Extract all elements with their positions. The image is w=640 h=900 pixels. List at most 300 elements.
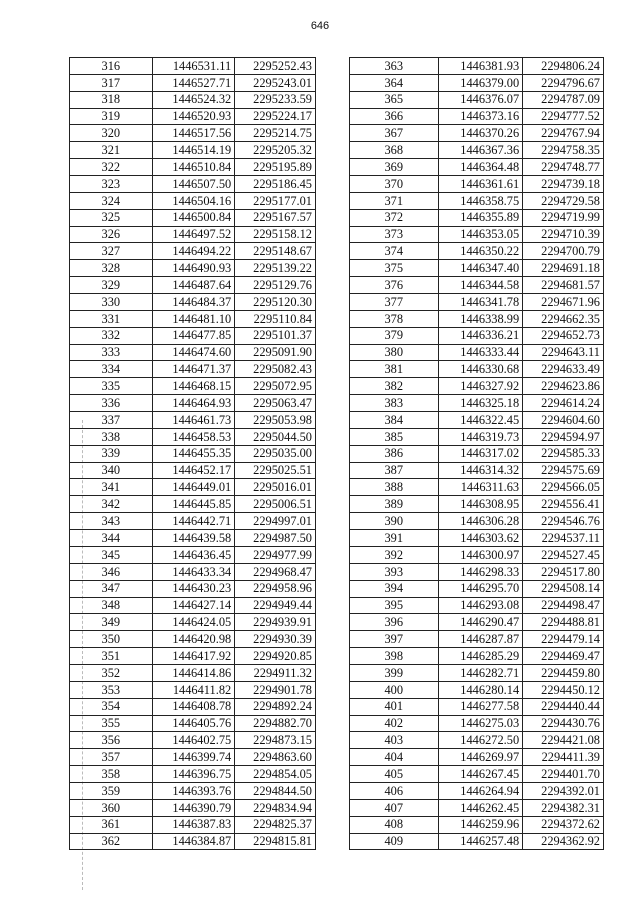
point-number-cell: 393 <box>350 563 439 580</box>
x-coordinate-cell: 1446350.22 <box>438 243 523 260</box>
point-number-cell: 360 <box>70 799 153 816</box>
table-row <box>70 243 316 260</box>
x-coordinate-cell: 1446458.53 <box>152 428 235 445</box>
y-coordinate-cell: 2294585.33 <box>523 445 604 462</box>
table-row <box>350 799 604 816</box>
x-coordinate-cell: 1446287.87 <box>438 631 523 648</box>
point-number-cell: 318 <box>70 91 153 108</box>
point-number-cell: 352 <box>70 664 153 681</box>
x-coordinate-cell: 1446510.84 <box>152 159 235 176</box>
table-row <box>70 732 316 749</box>
x-coordinate-cell: 1446319.73 <box>438 428 523 445</box>
x-coordinate-cell: 1446355.89 <box>438 209 523 226</box>
table-row <box>350 209 604 226</box>
point-number-cell: 345 <box>70 546 153 563</box>
x-coordinate-cell: 1446311.63 <box>438 479 523 496</box>
coordinates-table-left <box>69 57 316 850</box>
y-coordinate-cell: 2294517.80 <box>523 563 604 580</box>
point-number-cell: 397 <box>350 631 439 648</box>
table-row <box>70 344 316 361</box>
y-coordinate-cell: 2295177.01 <box>235 192 316 209</box>
point-number-cell: 336 <box>70 395 153 412</box>
y-coordinate-cell: 2294372.62 <box>523 816 604 833</box>
x-coordinate-cell: 1446275.03 <box>438 715 523 732</box>
table-row <box>350 226 604 243</box>
x-coordinate-cell: 1446308.95 <box>438 496 523 513</box>
point-number-cell: 387 <box>350 462 439 479</box>
y-coordinate-cell: 2294958.96 <box>235 580 316 597</box>
table-row <box>350 563 604 580</box>
table-row <box>350 176 604 193</box>
point-number-cell: 319 <box>70 108 153 125</box>
table-row <box>350 294 604 311</box>
table-row <box>70 91 316 108</box>
point-number-cell: 347 <box>70 580 153 597</box>
table-row <box>70 226 316 243</box>
point-number-cell: 321 <box>70 142 153 159</box>
y-coordinate-cell: 2294623.86 <box>523 378 604 395</box>
point-number-cell: 385 <box>350 428 439 445</box>
x-coordinate-cell: 1446427.14 <box>152 597 235 614</box>
table-row <box>70 327 316 344</box>
x-coordinate-cell: 1446424.05 <box>152 614 235 631</box>
x-coordinate-cell: 1446300.97 <box>438 546 523 563</box>
x-coordinate-cell: 1446487.64 <box>152 277 235 294</box>
y-coordinate-cell: 2294997.01 <box>235 513 316 530</box>
y-coordinate-cell: 2295205.32 <box>235 142 316 159</box>
point-number-cell: 327 <box>70 243 153 260</box>
point-number-cell: 374 <box>350 243 439 260</box>
x-coordinate-cell: 1446455.35 <box>152 445 235 462</box>
table-row <box>350 412 604 429</box>
point-number-cell: 384 <box>350 412 439 429</box>
point-number-cell: 333 <box>70 344 153 361</box>
x-coordinate-cell: 1446417.92 <box>152 648 235 665</box>
point-number-cell: 389 <box>350 496 439 513</box>
point-number-cell: 368 <box>350 142 439 159</box>
x-coordinate-cell: 1446295.70 <box>438 580 523 597</box>
x-coordinate-cell: 1446330.68 <box>438 361 523 378</box>
table-row <box>70 631 316 648</box>
x-coordinate-cell: 1446280.14 <box>438 681 523 698</box>
table-row <box>70 176 316 193</box>
y-coordinate-cell: 2295224.17 <box>235 108 316 125</box>
table-row <box>70 648 316 665</box>
table-row <box>350 513 604 530</box>
table-row <box>350 580 604 597</box>
table-row <box>350 159 604 176</box>
point-number-cell: 369 <box>350 159 439 176</box>
table-row <box>350 614 604 631</box>
x-coordinate-cell: 1446481.10 <box>152 310 235 327</box>
x-coordinate-cell: 1446504.16 <box>152 192 235 209</box>
table-row <box>70 479 316 496</box>
y-coordinate-cell: 2294806.24 <box>523 58 604 75</box>
table-row <box>350 91 604 108</box>
table-row <box>70 159 316 176</box>
point-number-cell: 350 <box>70 631 153 648</box>
y-coordinate-cell: 2294968.47 <box>235 563 316 580</box>
table-row <box>350 277 604 294</box>
x-coordinate-cell: 1446387.83 <box>152 816 235 833</box>
y-coordinate-cell: 2295252.43 <box>235 58 316 75</box>
y-coordinate-cell: 2294527.45 <box>523 546 604 563</box>
x-coordinate-cell: 1446490.93 <box>152 260 235 277</box>
table-row <box>70 294 316 311</box>
point-number-cell: 390 <box>350 513 439 530</box>
y-coordinate-cell: 2294430.76 <box>523 715 604 732</box>
y-coordinate-cell: 2295025.51 <box>235 462 316 479</box>
y-coordinate-cell: 2294440.44 <box>523 698 604 715</box>
y-coordinate-cell: 2295195.89 <box>235 159 316 176</box>
point-number-cell: 331 <box>70 310 153 327</box>
point-number-cell: 409 <box>350 833 439 850</box>
x-coordinate-cell: 1446524.32 <box>152 91 235 108</box>
y-coordinate-cell: 2294681.57 <box>523 277 604 294</box>
table-row <box>70 412 316 429</box>
x-coordinate-cell: 1446507.50 <box>152 176 235 193</box>
x-coordinate-cell: 1446358.75 <box>438 192 523 209</box>
x-coordinate-cell: 1446430.23 <box>152 580 235 597</box>
x-coordinate-cell: 1446514.19 <box>152 142 235 159</box>
table-row <box>70 681 316 698</box>
point-number-cell: 355 <box>70 715 153 732</box>
y-coordinate-cell: 2295101.37 <box>235 327 316 344</box>
y-coordinate-cell: 2294488.81 <box>523 614 604 631</box>
table-row <box>70 361 316 378</box>
table-row <box>350 732 604 749</box>
table-row <box>70 546 316 563</box>
point-number-cell: 400 <box>350 681 439 698</box>
point-number-cell: 323 <box>70 176 153 193</box>
point-number-cell: 392 <box>350 546 439 563</box>
y-coordinate-cell: 2294537.11 <box>523 530 604 547</box>
y-coordinate-cell: 2295139.22 <box>235 260 316 277</box>
table-row <box>70 766 316 783</box>
y-coordinate-cell: 2294459.80 <box>523 664 604 681</box>
x-coordinate-cell: 1446259.96 <box>438 816 523 833</box>
x-coordinate-cell: 1446405.76 <box>152 715 235 732</box>
table-row <box>350 243 604 260</box>
table-row <box>350 749 604 766</box>
x-coordinate-cell: 1446282.71 <box>438 664 523 681</box>
x-coordinate-cell: 1446327.92 <box>438 378 523 395</box>
point-number-cell: 316 <box>70 58 153 75</box>
table-row <box>70 378 316 395</box>
x-coordinate-cell: 1446420.98 <box>152 631 235 648</box>
point-number-cell: 354 <box>70 698 153 715</box>
table-row <box>70 125 316 142</box>
point-number-cell: 367 <box>350 125 439 142</box>
x-coordinate-cell: 1446393.76 <box>152 782 235 799</box>
point-number-cell: 342 <box>70 496 153 513</box>
table-row <box>70 530 316 547</box>
table-row <box>70 209 316 226</box>
point-number-cell: 351 <box>70 648 153 665</box>
y-coordinate-cell: 2294652.73 <box>523 327 604 344</box>
x-coordinate-cell: 1446376.07 <box>438 91 523 108</box>
point-number-cell: 404 <box>350 749 439 766</box>
point-number-cell: 359 <box>70 782 153 799</box>
x-coordinate-cell: 1446411.82 <box>152 681 235 698</box>
page-number: 646 <box>310 20 330 32</box>
point-number-cell: 362 <box>70 833 153 850</box>
x-coordinate-cell: 1446520.93 <box>152 108 235 125</box>
point-number-cell: 338 <box>70 428 153 445</box>
point-number-cell: 339 <box>70 445 153 462</box>
y-coordinate-cell: 2294719.99 <box>523 209 604 226</box>
table-row <box>350 361 604 378</box>
y-coordinate-cell: 2294362.92 <box>523 833 604 850</box>
y-coordinate-cell: 2294863.60 <box>235 749 316 766</box>
y-coordinate-cell: 2294920.85 <box>235 648 316 665</box>
y-coordinate-cell: 2294939.91 <box>235 614 316 631</box>
table-row <box>70 563 316 580</box>
y-coordinate-cell: 2294469.47 <box>523 648 604 665</box>
table-row <box>350 648 604 665</box>
x-coordinate-cell: 1446461.73 <box>152 412 235 429</box>
table-row <box>350 344 604 361</box>
table-row <box>70 74 316 91</box>
point-number-cell: 406 <box>350 782 439 799</box>
table-row <box>70 698 316 715</box>
point-number-cell: 401 <box>350 698 439 715</box>
x-coordinate-cell: 1446477.85 <box>152 327 235 344</box>
x-coordinate-cell: 1446408.78 <box>152 698 235 715</box>
x-coordinate-cell: 1446267.45 <box>438 766 523 783</box>
table-row <box>350 395 604 412</box>
table-row <box>70 108 316 125</box>
point-number-cell: 395 <box>350 597 439 614</box>
point-number-cell: 377 <box>350 294 439 311</box>
y-coordinate-cell: 2294643.11 <box>523 344 604 361</box>
y-coordinate-cell: 2294421.08 <box>523 732 604 749</box>
y-coordinate-cell: 2294729.58 <box>523 192 604 209</box>
x-coordinate-cell: 1446361.61 <box>438 176 523 193</box>
table-row <box>350 833 604 850</box>
table-row <box>350 816 604 833</box>
table-row <box>350 462 604 479</box>
table-row <box>70 513 316 530</box>
y-coordinate-cell: 2294633.49 <box>523 361 604 378</box>
x-coordinate-cell: 1446445.85 <box>152 496 235 513</box>
point-number-cell: 317 <box>70 74 153 91</box>
x-coordinate-cell: 1446333.44 <box>438 344 523 361</box>
point-number-cell: 356 <box>70 732 153 749</box>
y-coordinate-cell: 2294892.24 <box>235 698 316 715</box>
y-coordinate-cell: 2295082.43 <box>235 361 316 378</box>
table-row <box>70 192 316 209</box>
point-number-cell: 358 <box>70 766 153 783</box>
y-coordinate-cell: 2295072.95 <box>235 378 316 395</box>
y-coordinate-cell: 2294382.31 <box>523 799 604 816</box>
point-number-cell: 353 <box>70 681 153 698</box>
table-row <box>70 799 316 816</box>
x-coordinate-cell: 1446373.16 <box>438 108 523 125</box>
point-number-cell: 326 <box>70 226 153 243</box>
x-coordinate-cell: 1446344.58 <box>438 277 523 294</box>
table-row <box>350 260 604 277</box>
point-number-cell: 382 <box>350 378 439 395</box>
table-row <box>350 631 604 648</box>
point-number-cell: 381 <box>350 361 439 378</box>
point-number-cell: 391 <box>350 530 439 547</box>
table-row <box>350 782 604 799</box>
x-coordinate-cell: 1446402.75 <box>152 732 235 749</box>
y-coordinate-cell: 2295044.50 <box>235 428 316 445</box>
x-coordinate-cell: 1446471.37 <box>152 361 235 378</box>
x-coordinate-cell: 1446442.71 <box>152 513 235 530</box>
x-coordinate-cell: 1446257.48 <box>438 833 523 850</box>
point-number-cell: 334 <box>70 361 153 378</box>
y-coordinate-cell: 2294873.15 <box>235 732 316 749</box>
table-row <box>350 142 604 159</box>
x-coordinate-cell: 1446436.45 <box>152 546 235 563</box>
y-coordinate-cell: 2294815.81 <box>235 833 316 850</box>
y-coordinate-cell: 2294911.32 <box>235 664 316 681</box>
point-number-cell: 366 <box>350 108 439 125</box>
x-coordinate-cell: 1446474.60 <box>152 344 235 361</box>
point-number-cell: 408 <box>350 816 439 833</box>
table-row <box>350 664 604 681</box>
table-row <box>70 749 316 766</box>
table-row <box>350 192 604 209</box>
table-row <box>350 378 604 395</box>
point-number-cell: 348 <box>70 597 153 614</box>
y-coordinate-cell: 2294566.05 <box>523 479 604 496</box>
y-coordinate-cell: 2294594.97 <box>523 428 604 445</box>
y-coordinate-cell: 2294777.52 <box>523 108 604 125</box>
point-number-cell: 344 <box>70 530 153 547</box>
x-coordinate-cell: 1446347.40 <box>438 260 523 277</box>
x-coordinate-cell: 1446379.00 <box>438 74 523 91</box>
x-coordinate-cell: 1446264.94 <box>438 782 523 799</box>
point-number-cell: 402 <box>350 715 439 732</box>
x-coordinate-cell: 1446353.05 <box>438 226 523 243</box>
point-number-cell: 376 <box>350 277 439 294</box>
table-row <box>70 715 316 732</box>
point-number-cell: 349 <box>70 614 153 631</box>
point-number-cell: 330 <box>70 294 153 311</box>
y-coordinate-cell: 2294508.14 <box>523 580 604 597</box>
y-coordinate-cell: 2294546.76 <box>523 513 604 530</box>
table-row <box>350 327 604 344</box>
point-number-cell: 322 <box>70 159 153 176</box>
y-coordinate-cell: 2294834.94 <box>235 799 316 816</box>
x-coordinate-cell: 1446452.17 <box>152 462 235 479</box>
table-row <box>70 58 316 75</box>
y-coordinate-cell: 2294401.70 <box>523 766 604 783</box>
x-coordinate-cell: 1446262.45 <box>438 799 523 816</box>
y-coordinate-cell: 2294392.01 <box>523 782 604 799</box>
y-coordinate-cell: 2294882.70 <box>235 715 316 732</box>
point-number-cell: 378 <box>350 310 439 327</box>
x-coordinate-cell: 1446293.08 <box>438 597 523 614</box>
point-number-cell: 398 <box>350 648 439 665</box>
x-coordinate-cell: 1446497.52 <box>152 226 235 243</box>
y-coordinate-cell: 2295167.57 <box>235 209 316 226</box>
x-coordinate-cell: 1446414.86 <box>152 664 235 681</box>
x-coordinate-cell: 1446384.87 <box>152 833 235 850</box>
point-number-cell: 396 <box>350 614 439 631</box>
table-row <box>70 496 316 513</box>
y-coordinate-cell: 2294614.24 <box>523 395 604 412</box>
table-row <box>350 597 604 614</box>
x-coordinate-cell: 1446517.56 <box>152 125 235 142</box>
y-coordinate-cell: 2295214.75 <box>235 125 316 142</box>
y-coordinate-cell: 2295035.00 <box>235 445 316 462</box>
x-coordinate-cell: 1446381.93 <box>438 58 523 75</box>
x-coordinate-cell: 1446390.79 <box>152 799 235 816</box>
y-coordinate-cell: 2294987.50 <box>235 530 316 547</box>
y-coordinate-cell: 2294498.47 <box>523 597 604 614</box>
table-row <box>350 546 604 563</box>
table-row <box>70 816 316 833</box>
y-coordinate-cell: 2294604.60 <box>523 412 604 429</box>
table-row <box>70 277 316 294</box>
y-coordinate-cell: 2294767.94 <box>523 125 604 142</box>
y-coordinate-cell: 2294844.50 <box>235 782 316 799</box>
y-coordinate-cell: 2294411.39 <box>523 749 604 766</box>
table-row <box>350 715 604 732</box>
point-number-cell: 340 <box>70 462 153 479</box>
table-row <box>70 310 316 327</box>
y-coordinate-cell: 2295120.30 <box>235 294 316 311</box>
y-coordinate-cell: 2294739.18 <box>523 176 604 193</box>
table-row <box>350 681 604 698</box>
table-row <box>70 833 316 850</box>
point-number-cell: 372 <box>350 209 439 226</box>
table-row <box>350 125 604 142</box>
x-coordinate-cell: 1446370.26 <box>438 125 523 142</box>
point-number-cell: 405 <box>350 766 439 783</box>
x-coordinate-cell: 1446317.02 <box>438 445 523 462</box>
table-row <box>350 766 604 783</box>
point-number-cell: 343 <box>70 513 153 530</box>
y-coordinate-cell: 2294662.35 <box>523 310 604 327</box>
point-number-cell: 407 <box>350 799 439 816</box>
x-coordinate-cell: 1446290.47 <box>438 614 523 631</box>
table-row <box>70 782 316 799</box>
x-coordinate-cell: 1446336.21 <box>438 327 523 344</box>
point-number-cell: 364 <box>350 74 439 91</box>
point-number-cell: 379 <box>350 327 439 344</box>
x-coordinate-cell: 1446298.33 <box>438 563 523 580</box>
point-number-cell: 320 <box>70 125 153 142</box>
table-row <box>350 428 604 445</box>
x-coordinate-cell: 1446341.78 <box>438 294 523 311</box>
y-coordinate-cell: 2295148.67 <box>235 243 316 260</box>
x-coordinate-cell: 1446449.01 <box>152 479 235 496</box>
point-number-cell: 370 <box>350 176 439 193</box>
table-row <box>350 698 604 715</box>
y-coordinate-cell: 2294825.37 <box>235 816 316 833</box>
y-coordinate-cell: 2295091.90 <box>235 344 316 361</box>
y-coordinate-cell: 2295129.76 <box>235 277 316 294</box>
point-number-cell: 403 <box>350 732 439 749</box>
table-row <box>350 530 604 547</box>
x-coordinate-cell: 1446325.18 <box>438 395 523 412</box>
point-number-cell: 383 <box>350 395 439 412</box>
y-coordinate-cell: 2295158.12 <box>235 226 316 243</box>
table-row <box>70 260 316 277</box>
y-coordinate-cell: 2294787.09 <box>523 91 604 108</box>
y-coordinate-cell: 2294710.39 <box>523 226 604 243</box>
y-coordinate-cell: 2294671.96 <box>523 294 604 311</box>
y-coordinate-cell: 2295233.59 <box>235 91 316 108</box>
y-coordinate-cell: 2295243.01 <box>235 74 316 91</box>
table-row <box>350 74 604 91</box>
